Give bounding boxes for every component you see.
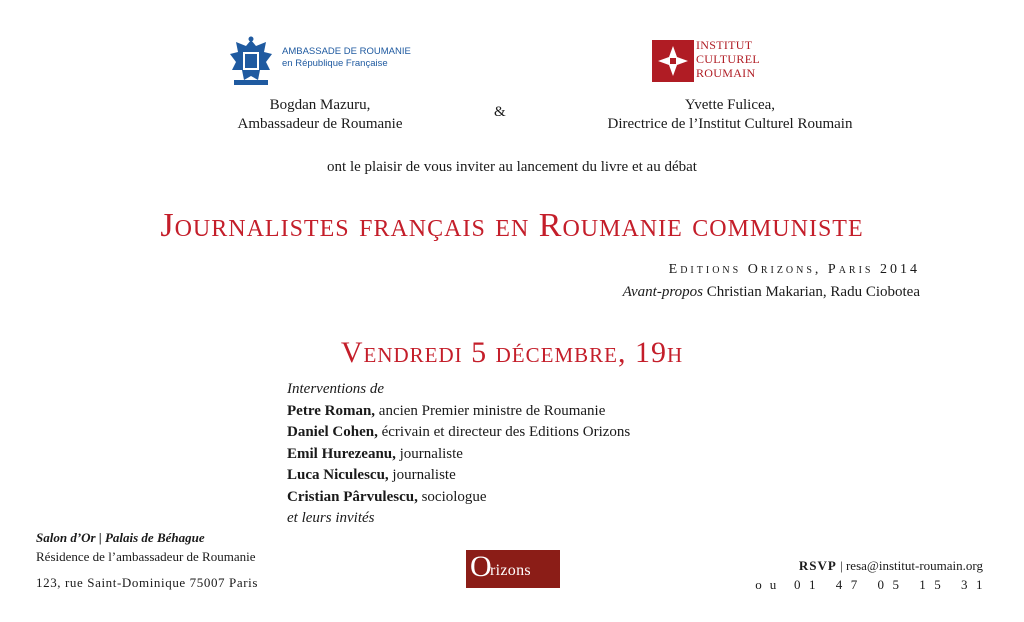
foreword-authors: Christian Makarian, Radu Ciobotea — [706, 284, 920, 300]
orizons-logo-word: rizons — [490, 562, 531, 579]
publisher: Editions Orizons, Paris 2014 — [668, 262, 920, 277]
venue — [36, 528, 258, 592]
speaker-role: journaliste — [399, 445, 463, 462]
speaker-item — [287, 401, 630, 423]
host-left-role: Ambassadeur de Roumanie — [237, 116, 403, 132]
speaker-role: écrivain et directeur des Editions Orizons — [381, 424, 631, 440]
institut-line-2: CULTUREL — [696, 52, 760, 66]
speaker-item — [287, 444, 630, 466]
institut-logo — [652, 38, 802, 86]
event-date: Vendredi 5 décembre, 19h — [340, 336, 684, 369]
rsvp-label: RSVP — [798, 558, 837, 573]
speaker-name: Daniel Cohen, — [287, 424, 378, 440]
invitation-line: ont le plaisir de vous inviter au lancement du livre et au débat — [327, 159, 697, 175]
rsvp — [620, 556, 991, 594]
orizons-logo — [466, 550, 560, 588]
institut-cross-icon — [652, 40, 694, 82]
embassy-name: AMBASSADE DE ROUMANIE — [282, 46, 411, 57]
speaker-name: Luca Niculescu, — [287, 467, 389, 483]
speaker-item — [287, 487, 630, 509]
rsvp-phone-prefix: ou — [755, 577, 785, 592]
venue-title: Salon d’Or | Palais de Béhague — [36, 530, 205, 545]
speaker-item — [287, 422, 630, 444]
book-title: Journalistes français en Roumanie communiste — [160, 207, 864, 244]
speaker-role: ancien Premier ministre de Roumanie — [378, 402, 606, 419]
foreword-label: Avant-propos — [622, 284, 703, 300]
speakers-list — [287, 379, 630, 530]
institut-line-1: INSTITUT — [696, 38, 753, 52]
speaker-name: Petre Roman, — [287, 402, 376, 419]
speaker-role: sociologue — [421, 488, 487, 505]
host-right-role: Directrice de l’Institut Culturel Roumain — [607, 116, 853, 132]
speaker-name: Cristian Pârvulescu, — [287, 488, 418, 505]
rsvp-phone: 01 47 05 15 31 — [794, 577, 991, 592]
rsvp-email[interactable]: | resa@institut-roumain.org — [840, 558, 983, 573]
host-director — [560, 96, 900, 134]
embassy-logo — [226, 36, 446, 88]
speaker-item — [287, 465, 630, 487]
host-right-name: Yvette Fulicea, — [684, 97, 776, 113]
speaker-name: Emil Hurezeanu, — [287, 445, 396, 462]
institut-line-3: ROUMAIN — [696, 66, 756, 80]
foreword — [520, 284, 920, 301]
speaker-role: journaliste — [392, 467, 456, 483]
speakers-intro: Interventions de — [287, 381, 385, 397]
venue-address: 123, rue Saint-Dominique 75007 Paris — [36, 575, 258, 590]
embassy-location: en République Française — [282, 58, 388, 69]
coat-of-arms-icon — [226, 36, 276, 88]
host-left-name: Bogdan Mazuru, — [269, 97, 371, 113]
host-ambassador — [190, 96, 450, 134]
venue-subtitle: Résidence de l’ambassadeur de Roumanie — [36, 549, 256, 564]
ampersand: & — [494, 104, 506, 120]
speakers-outro: et leurs invités — [287, 510, 375, 526]
orizons-logo-o: O — [470, 550, 492, 583]
